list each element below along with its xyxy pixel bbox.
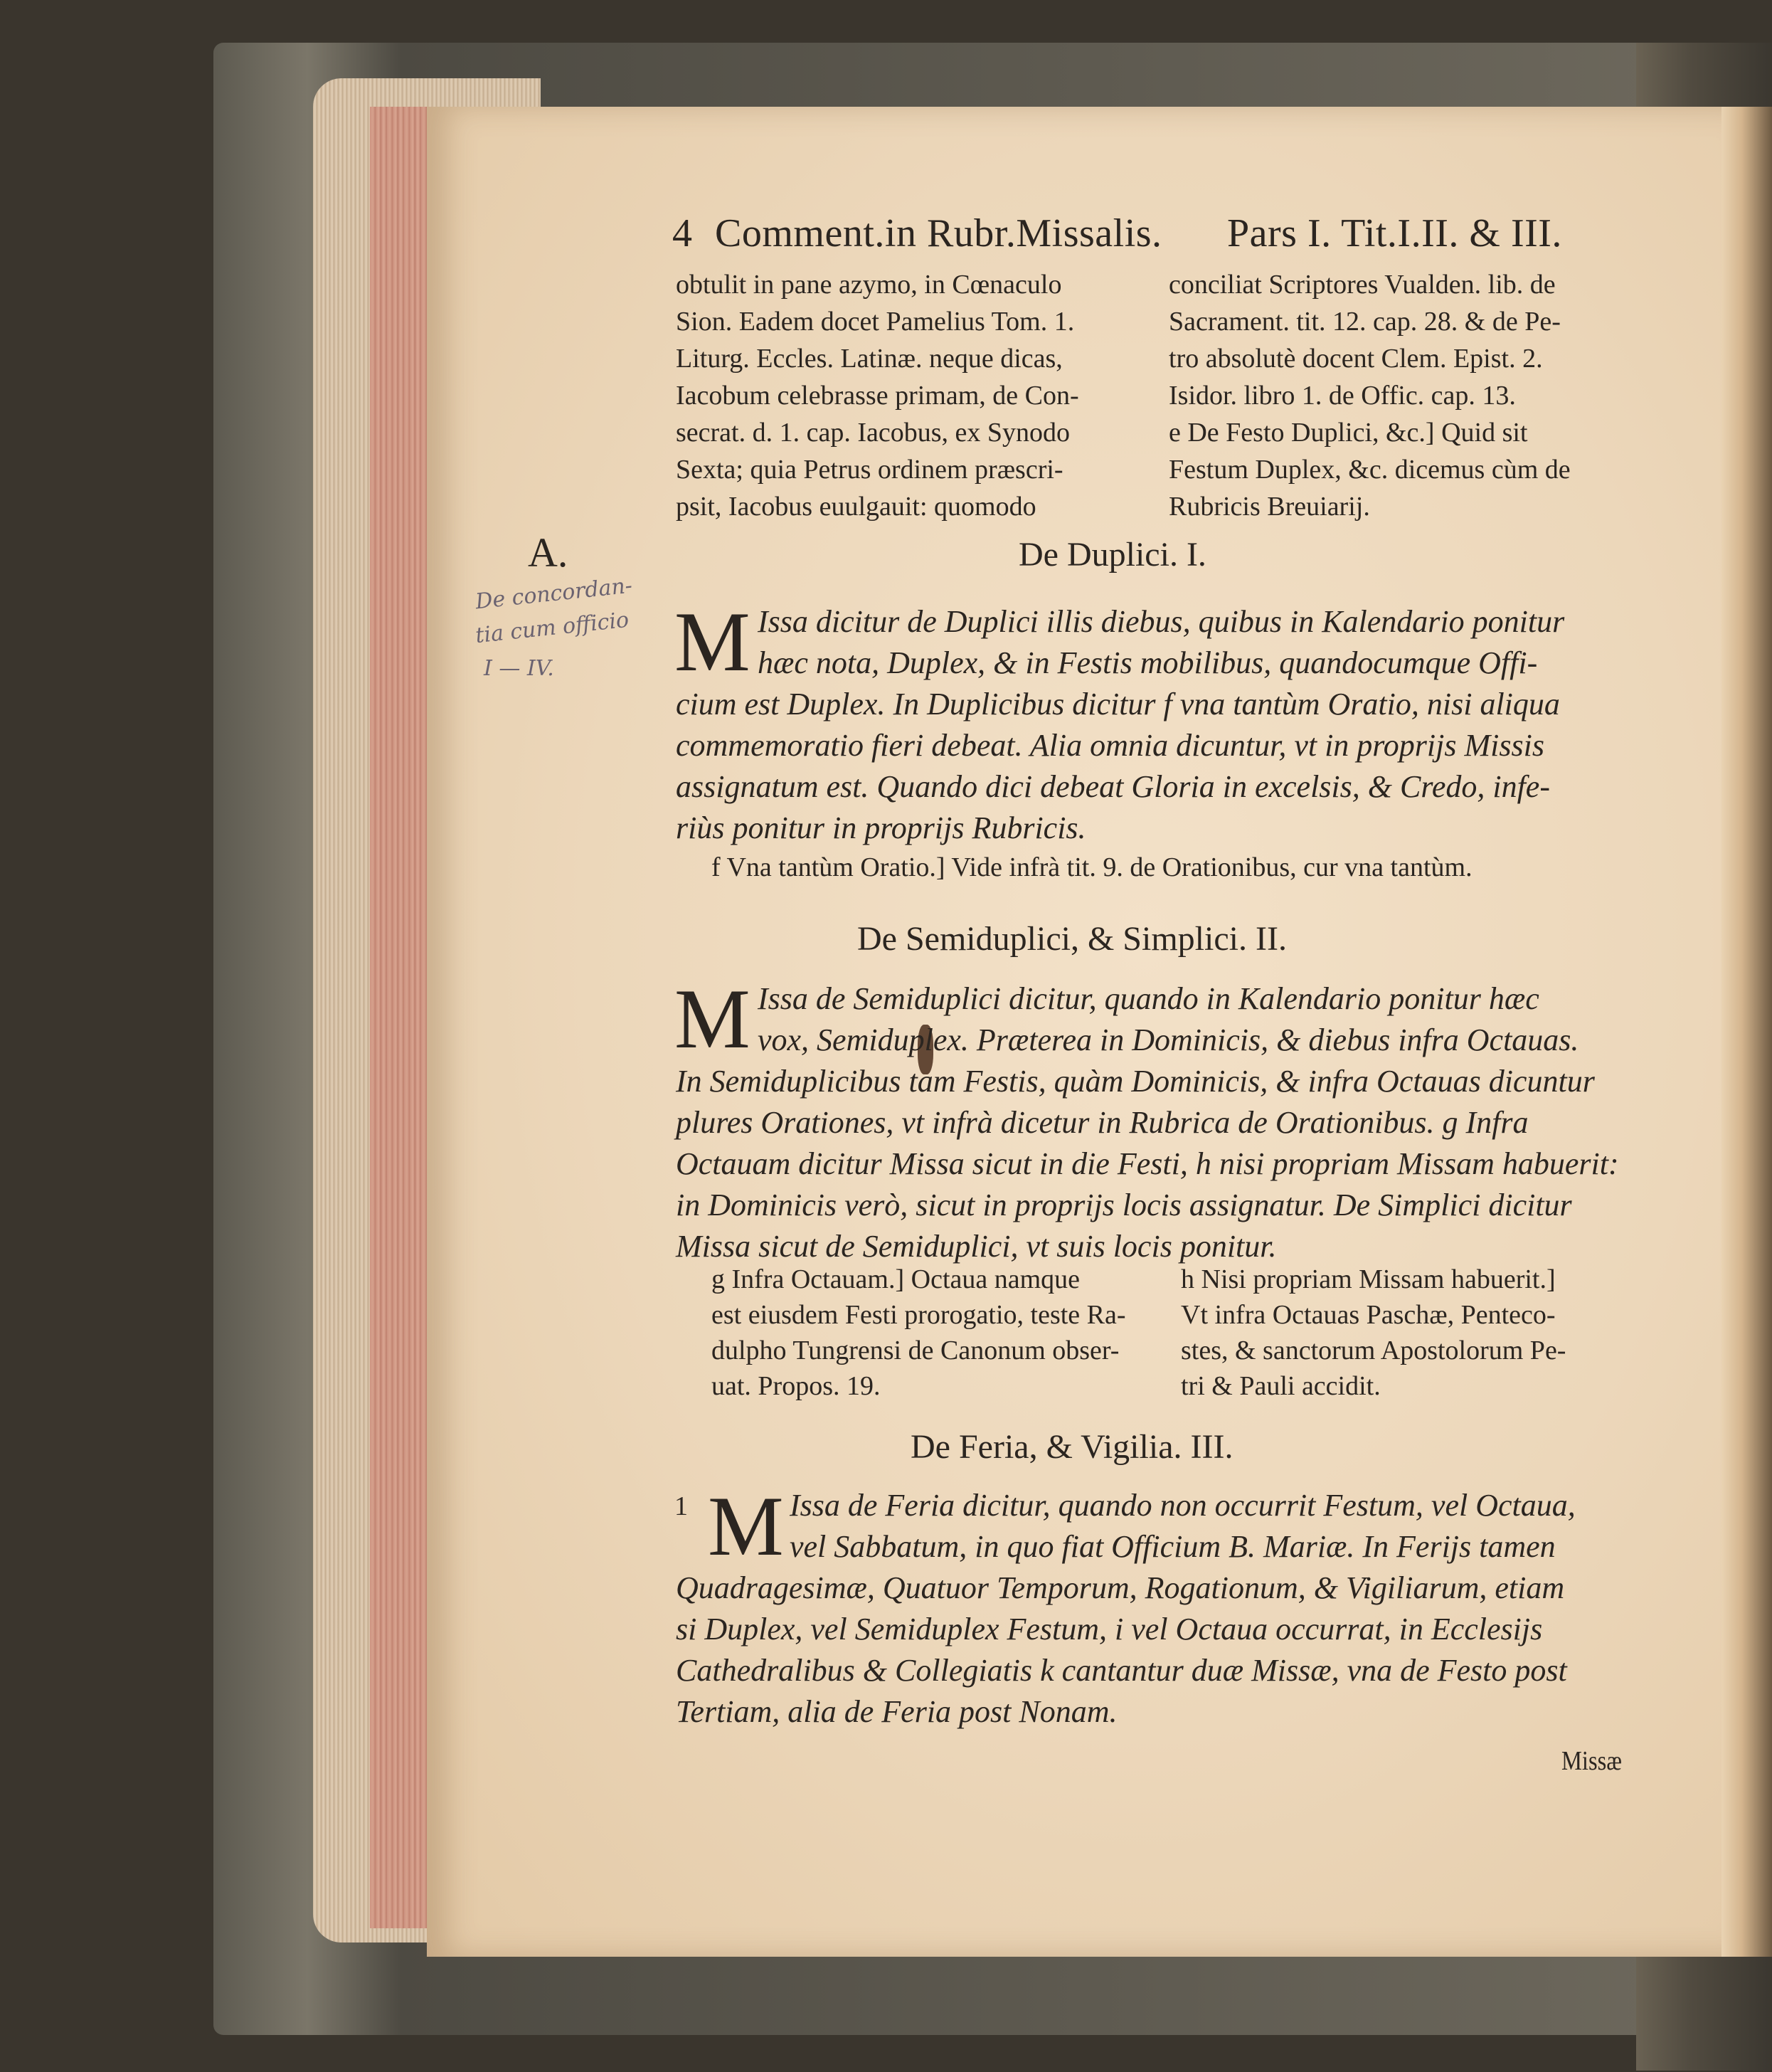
drop-cap: M: [674, 594, 750, 689]
text-line: e De Festo Duplici, &c.] Quid sit: [1169, 418, 1528, 448]
text-line: Sexta; quia Petrus ordinem præscri-: [676, 455, 1063, 485]
text-line: commemoratio fieri debeat. Alia omnia dicuntur, vt in proprijs Missis: [676, 728, 1544, 763]
text-line: est eiusdem Festi prorogatio, teste Ra-: [711, 1300, 1126, 1330]
text-line: tri & Pauli accidit.: [1181, 1371, 1381, 1401]
handwritten-note-line: tia cum officio: [474, 607, 630, 649]
marginal-marker: 1: [674, 1491, 688, 1521]
page-number: 4: [672, 211, 693, 255]
drop-cap: M: [708, 1479, 784, 1573]
text-line: vox, Semiduplex. Præterea in Dominicis, & diebus infra Octauas.: [758, 1022, 1579, 1057]
text-line: uat. Propos. 19.: [711, 1371, 881, 1401]
text-line: Isidor. libro 1. de Offic. cap. 13.: [1169, 381, 1516, 411]
text-line: tro absolutè docent Clem. Epist. 2.: [1169, 344, 1543, 374]
text-line: Issa de Feria dicitur, quando non occurrit Festum, vel Octaua,: [790, 1488, 1576, 1523]
text-line: plures Orationes, vt infrà dicetur in Rubrica de Orationibus. g Infra: [676, 1105, 1529, 1140]
text-line: g Infra Octauam.] Octaua namque: [711, 1264, 1081, 1294]
text-line: assignatum est. Quando dici debeat Gloria in excelsis, & Credo, infe-: [676, 769, 1550, 804]
text-line: Issa de Semiduplici dicitur, quando in Kalendario ponitur hæc: [758, 981, 1539, 1016]
section-3-body-cont: [676, 1570, 1567, 1735]
text-line: Tertiam, alia de Feria post Nonam.: [676, 1694, 1118, 1729]
handwritten-note-line: De concordan-: [474, 573, 634, 615]
footnotes-right: [1181, 1264, 1566, 1406]
section-1-body: [758, 603, 1564, 686]
text-line: Quadragesimæ, Quatuor Temporum, Rogationum, & Vigiliarum, etiam: [676, 1570, 1565, 1605]
text-line: si Duplex, vel Semiduplex Festum, i vel Octaua occurrat, in Ecclesijs: [676, 1612, 1543, 1646]
section-1-body-cont: [676, 686, 1560, 851]
text-line: hæc nota, Duplex, & in Festis mobilibus, quandocumque Offi-: [758, 645, 1538, 680]
text-line: h Nisi propriam Missam habuerit.]: [1181, 1264, 1556, 1294]
text-line: Sion. Eadem docet Pamelius Tom. 1.: [676, 307, 1075, 337]
text-line: Festum Duplex, &c. dicemus cùm de: [1169, 455, 1571, 485]
text-line: in Dominicis verò, sicut in proprijs locis assignatur. De Simplici dicitur: [676, 1188, 1572, 1222]
text-line: Sacrament. tit. 12. cap. 28. & de Pe-: [1169, 307, 1561, 337]
text-line: stes, & sanctorum Apostolorum Pe-: [1181, 1336, 1566, 1365]
text-line: psit, Iacobus euulgauit: quomodo: [676, 492, 1036, 522]
text-line: Issa dicitur de Duplici illis diebus, quibus in Kalendario ponitur: [758, 604, 1565, 639]
text-line: Octauam dicitur Missa sicut in die Festi, h nisi propriam Missam habuerit:: [676, 1146, 1619, 1181]
text-line: Missa sicut de Semiduplici, vt suis locis ponitur.: [676, 1229, 1277, 1264]
text-line: dulpho Tungrensi de Canonum obser-: [711, 1336, 1120, 1365]
text-line: Liturg. Eccles. Latinæ. neque dicas,: [676, 344, 1063, 374]
top-left-column: [676, 269, 1079, 528]
text-line: Rubricis Breuiarij.: [1169, 492, 1370, 522]
drop-cap: M: [674, 971, 750, 1066]
text-line: secrat. d. 1. cap. Iacobus, ex Synodo: [676, 418, 1071, 448]
text-line: Vt infra Octauas Paschæ, Penteco-: [1181, 1300, 1556, 1330]
text-line: riùs ponitur in proprijs Rubricis.: [676, 810, 1086, 845]
section-2-body: [758, 980, 1579, 1063]
section-heading: De Semiduplici, & Simplici. II.: [857, 920, 1287, 958]
margin-letter: A.: [528, 529, 568, 576]
catchword: Missæ: [1561, 1746, 1622, 1776]
section-3-body: [790, 1487, 1576, 1570]
text-line: Cathedralibus & Collegiatis k cantantur duæ Missæ, vna de Festo post: [676, 1653, 1567, 1688]
text-line: conciliat Scriptores Vualden. lib. de: [1169, 270, 1556, 300]
section-2-body-cont: [676, 1063, 1619, 1269]
text-line: cium est Duplex. In Duplicibus dicitur f vna tantùm Oratio, nisi aliqua: [676, 687, 1560, 722]
gutter-shadow: [1721, 107, 1772, 1957]
text-line: In Semiduplicibus tam Festis, quàm Dominicis, & infra Octauas dicuntur: [676, 1064, 1595, 1099]
footnote-f: f Vna tantùm Oratio.] Vide infrà tit. 9. de Orationibus, cur vna tantùm.: [711, 852, 1473, 882]
part-title: Pars I. Tit.I.II. & III.: [1227, 211, 1562, 255]
text-line: vel Sabbatum, in quo fiat Officium B. Mariæ. In Ferijs tamen: [790, 1529, 1556, 1564]
handwritten-note-line: I — IV.: [484, 656, 554, 681]
text-line: Iacobum celebrasse primam, de Con-: [676, 381, 1079, 411]
section-heading: De Feria, & Vigilia. III.: [911, 1428, 1233, 1466]
section-heading: De Duplici. I.: [1019, 536, 1206, 574]
footnotes-left: [711, 1264, 1126, 1406]
top-right-column: [1169, 269, 1571, 528]
text-line: obtulit in pane azymo, in Cœnaculo: [676, 270, 1062, 300]
running-title: Comment.in Rubr.Missalis.: [715, 211, 1162, 255]
